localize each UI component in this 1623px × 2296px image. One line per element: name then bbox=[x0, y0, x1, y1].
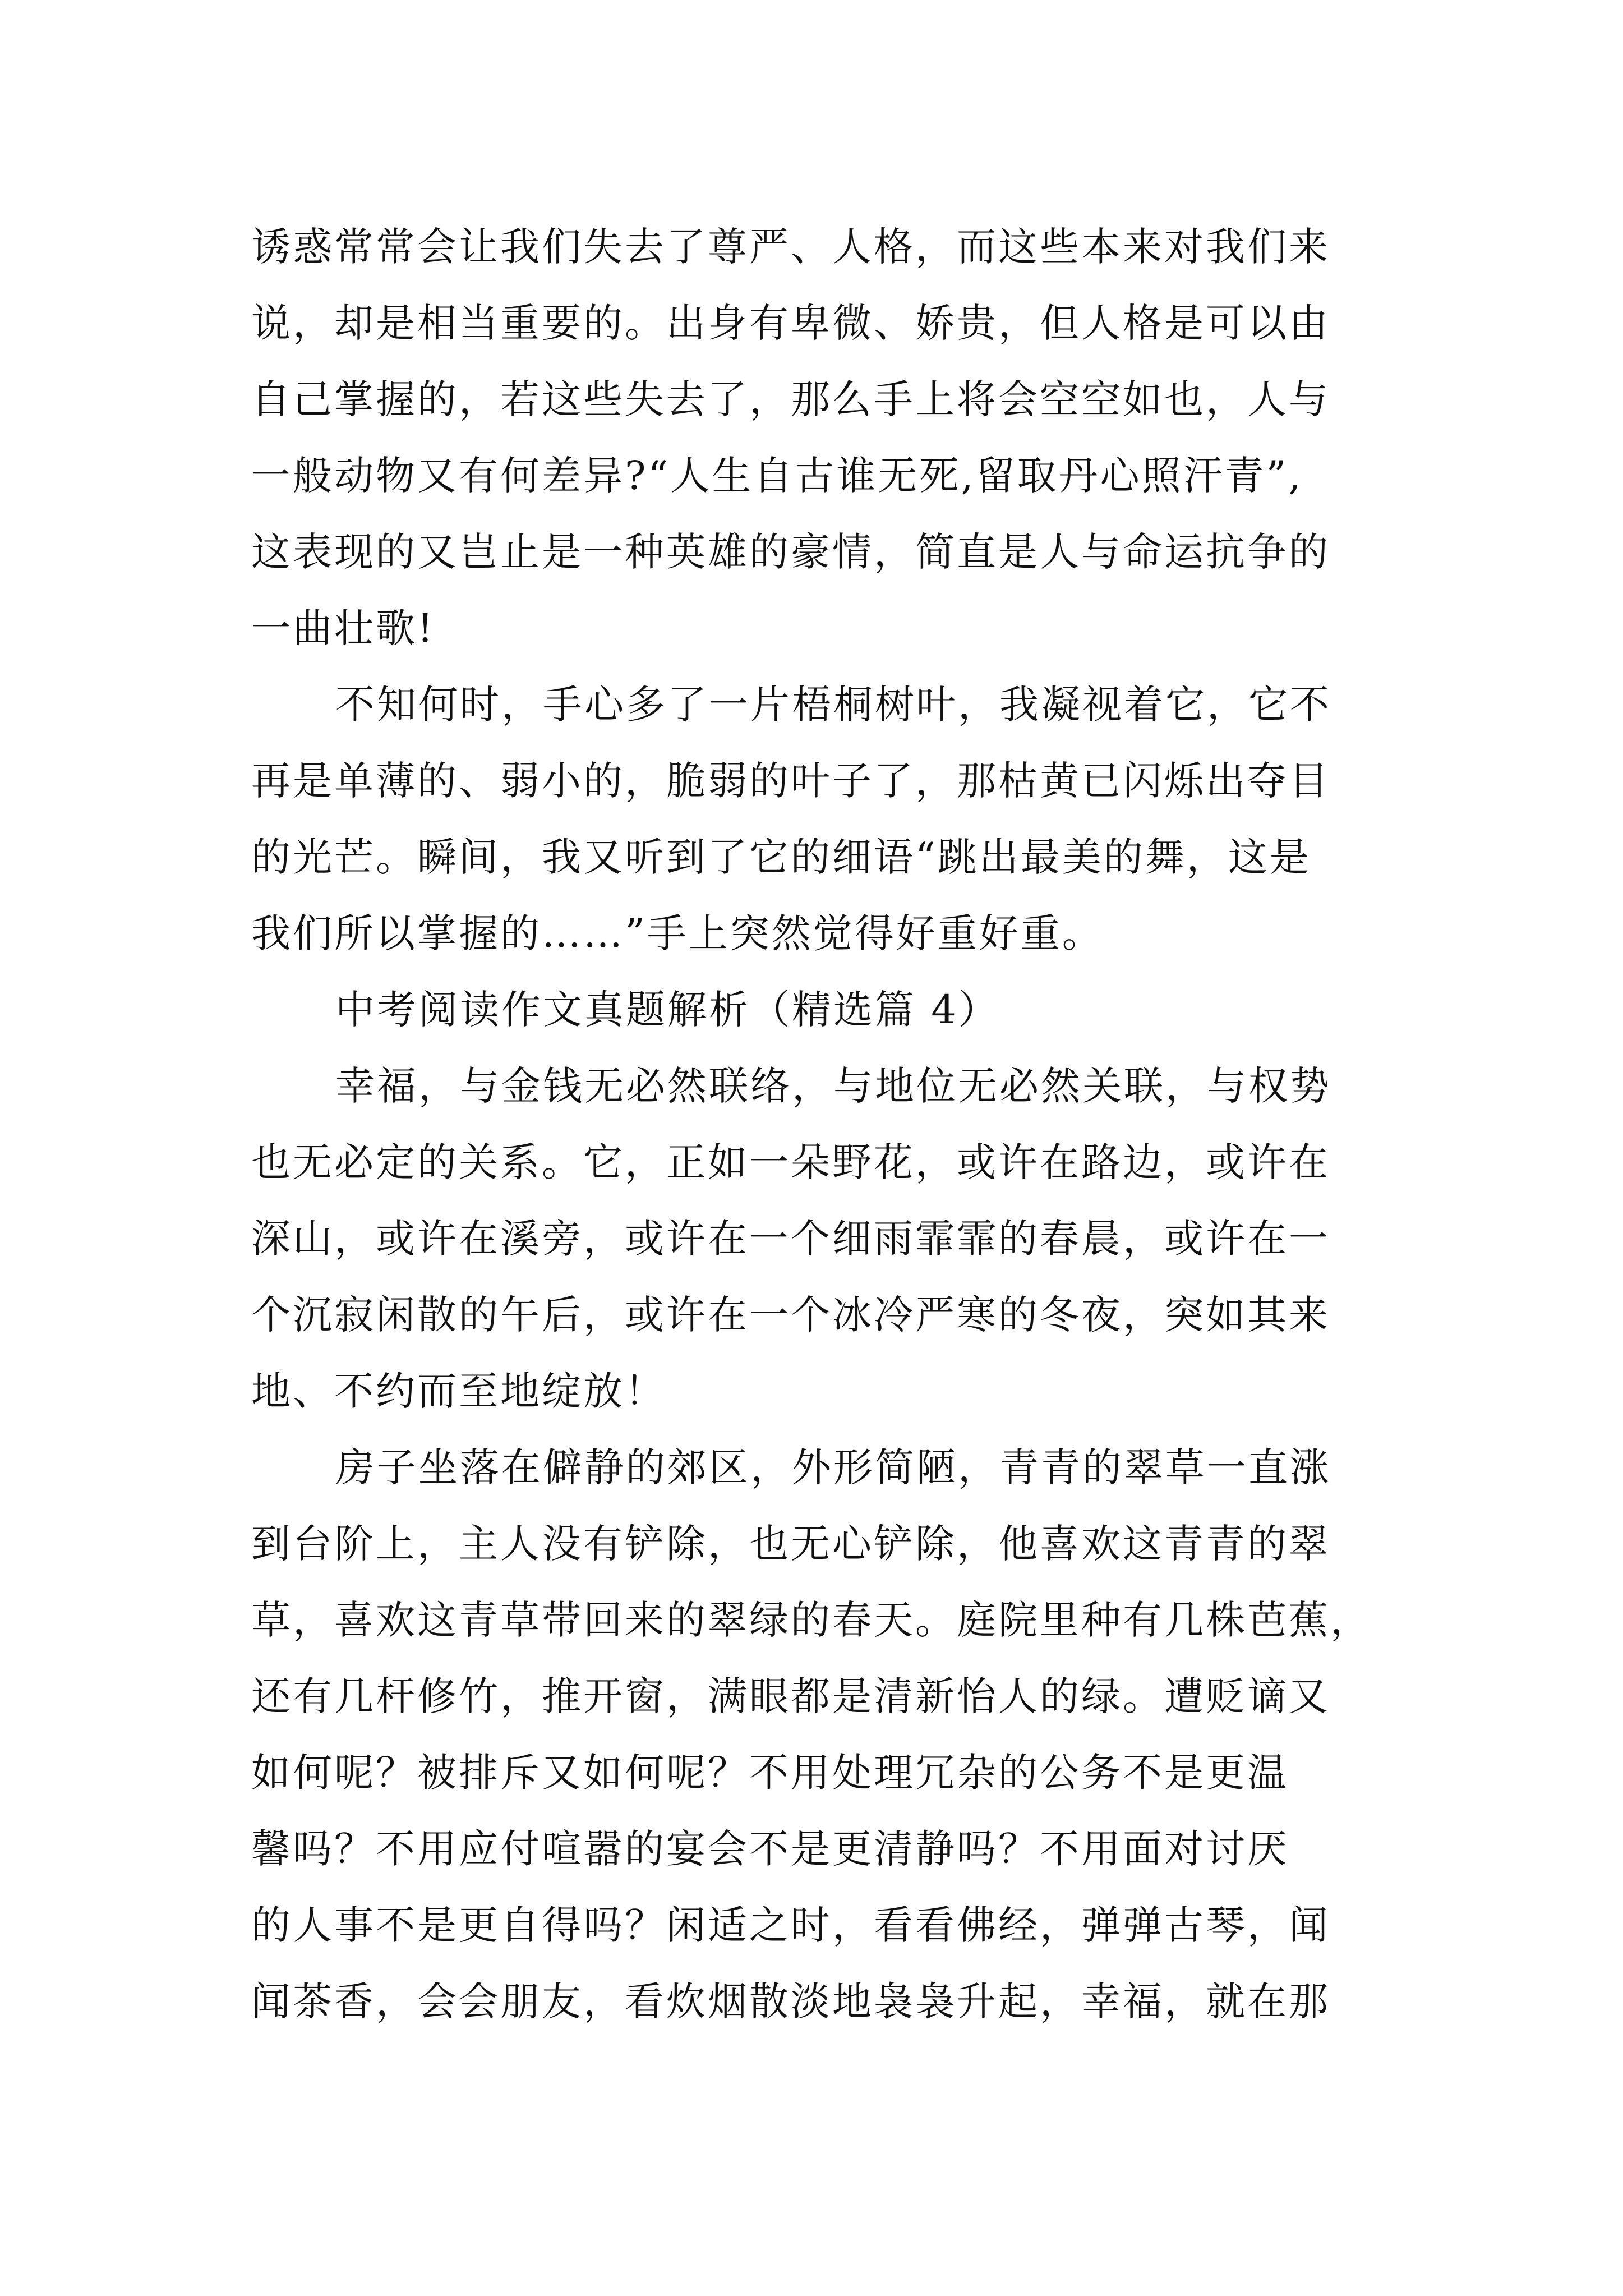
paragraph-start-line: 不知何时，手心多了一片梧桐树叶，我凝视着它，它不 bbox=[335, 682, 1331, 728]
text-line: 这表现的又岂止是一种英雄的豪情，简直是人与命运抗争的 bbox=[251, 529, 1330, 575]
text-line: 个沉寂闲散的午后，或许在一个冰冷严寒的冬夜，突如其来 bbox=[251, 1292, 1330, 1338]
text-line: 一般动物又有何差异?“人生自古谁无死,留取丹心照汗青”, bbox=[251, 453, 1303, 499]
section-title: 中考阅读作文真题解析（精选篇 4） bbox=[335, 987, 1000, 1033]
text-line: 再是单薄的、弱小的，脆弱的叶子了，那枯黄已闪烁出夺目 bbox=[251, 758, 1330, 804]
text-line: 到台阶上，主人没有铲除，也无心铲除，他喜欢这青青的翠 bbox=[251, 1521, 1330, 1567]
text-line: 诱惑常常会让我们失去了尊严、人格，而这些本来对我们来 bbox=[251, 224, 1330, 270]
document-text bbox=[251, 209, 1418, 2040]
text-line: 的光芒。瞬间，我又听到了它的细语“跳出最美的舞，这是 bbox=[251, 834, 1311, 880]
text-line: 地、不约而至地绽放！ bbox=[251, 1368, 666, 1414]
text-line: 一曲壮歌! bbox=[251, 605, 436, 651]
text-line: 如何呢？被排斥又如何呢？不用处理冗杂的公务不是更温 bbox=[251, 1750, 1289, 1796]
text-line: 自己掌握的，若这些失去了，那么手上将会空空如也，人与 bbox=[251, 376, 1330, 422]
paragraph-start-line: 房子坐落在僻静的郊区，外形简陋，青青的翠草一直涨 bbox=[335, 1444, 1331, 1490]
text-line: 说，却是相当重要的。出身有卑微、娇贵，但人格是可以由 bbox=[251, 300, 1330, 346]
text-line: 馨吗？不用应付喧嚣的宴会不是更清静吗？不用面对讨厌 bbox=[251, 1826, 1289, 1872]
text-line: 深山，或许在溪旁，或许在一个细雨霏霏的春晨，或许在一 bbox=[251, 1216, 1330, 1262]
text-line: 草，喜欢这青草带回来的翠绿的春天。庭院里种有几株芭蕉， bbox=[251, 1597, 1372, 1643]
text-line: 闻茶香，会会朋友，看炊烟散淡地袅袅升起，幸福，就在那 bbox=[251, 1978, 1330, 2024]
paragraph-start-line: 幸福，与金钱无必然联络，与地位无必然关联，与权势 bbox=[335, 1063, 1331, 1109]
text-line: 的人事不是更自得吗？闲适之时，看看佛经，弹弹古琴，闻 bbox=[251, 1902, 1330, 1948]
text-line: 也无必定的关系。它，正如一朵野花，或许在路边，或许在 bbox=[251, 1139, 1330, 1185]
text-line: 我们所以掌握的……”手上突然觉得好重好重。 bbox=[251, 910, 1104, 956]
text-line: 还有几杆修竹，推开窗，满眼都是清新怡人的绿。遭贬谪又 bbox=[251, 1673, 1330, 1719]
